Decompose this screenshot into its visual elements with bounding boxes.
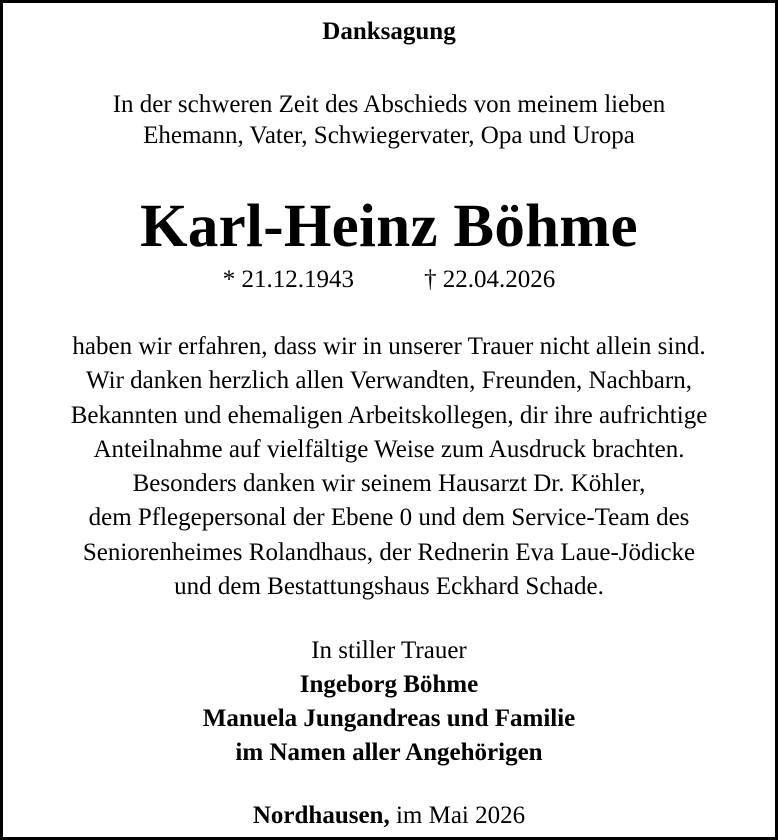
death-date: † 22.04.2026 [424,266,556,293]
mourner-name: Manuela Jungandreas und Familie [202,705,576,732]
mourner-name: Ingeborg Böhme [299,671,479,698]
body-line: und dem Bestattungshaus Eckhard Schade. [174,573,604,601]
place: Nordhausen, [252,802,390,829]
birth-date: * 21.12.1943 [222,266,354,293]
date: im Mai 2026 [389,802,526,829]
notice-title: Danksagung [322,18,456,45]
body-line: Besonders danken wir seinem Hausarzt Dr. Köhler, [132,470,646,498]
body-line: Seniorenheimes Rolandhaus, der Rednerin Eva Laue-Jödicke [82,538,696,566]
mourner-name: im Namen aller Angehörigen [235,739,543,766]
intro-text [3,89,775,151]
place-date-line [3,801,775,831]
deceased-name: Karl-Heinz Böhme [140,193,638,260]
thanks-text [3,330,775,604]
body-line: Bekannten und ehemaligen Arbeitskollegen, dir ihre aufrichtige [70,401,708,429]
signature-block [3,634,775,770]
body-line: dem Pflegepersonal der Ebene 0 und dem Service-Team des [88,504,690,532]
closing-phrase: In stiller Trauer [311,637,467,664]
intro-line: In der schweren Zeit des Abschieds von meinem lieben [112,91,666,118]
life-dates [3,265,775,295]
body-line: haben wir erfahren, dass wir in unserer Trauer nicht allein sind. [72,333,706,360]
intro-line: Ehemann, Vater, Schwiegervater, Opa und Uropa [143,122,635,149]
body-line: Wir danken herzlich allen Verwandten, Freunden, Nachbarn, [86,367,692,395]
body-line: Anteilnahme auf vielfältige Weise zum Ausdruck brachten. [93,435,685,463]
